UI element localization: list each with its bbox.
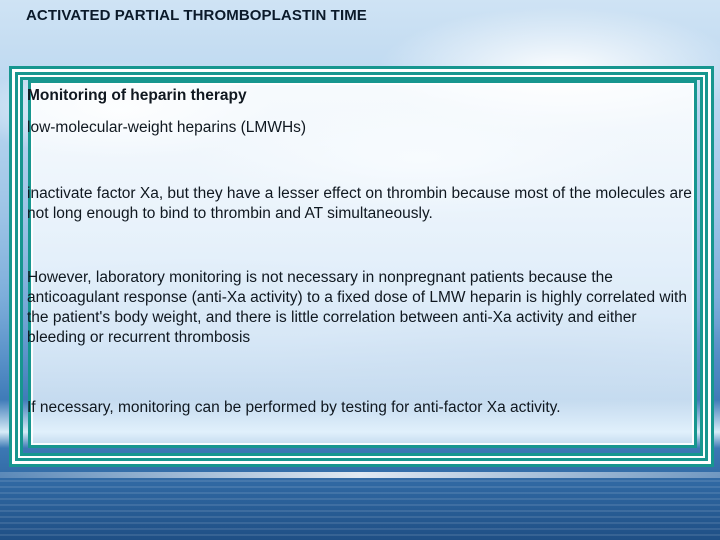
paragraph-lmwh: low-molecular-weight heparins (LMWHs) (27, 119, 307, 136)
slide-title: ACTIVATED PARTIAL THROMBOPLASTIN TIME (26, 7, 367, 24)
paragraph-monitoring: However, laboratory monitoring is not necessary in nonpregnant patients because the anticoagulant response (anti-Xa activity) to a fixed dose of LMW heparin is highly correlated with the patient's body weight, and there is little correlation between anti-Xa activity and either bleeding or recurrent thrombosis (27, 269, 687, 346)
paragraph-mechanism: inactivate factor Xa, but they have a lesser effect on thrombin because most of the molecules are not long enough to bind to thrombin and AT simultaneously. (27, 185, 692, 222)
section-heading: Monitoring of heparin therapy (27, 87, 247, 104)
paragraph-anti-xa: If necessary, monitoring can be performed by testing for anti-factor Xa activity. (27, 399, 561, 416)
sea-surface (0, 480, 720, 540)
horizon-line (0, 472, 720, 478)
